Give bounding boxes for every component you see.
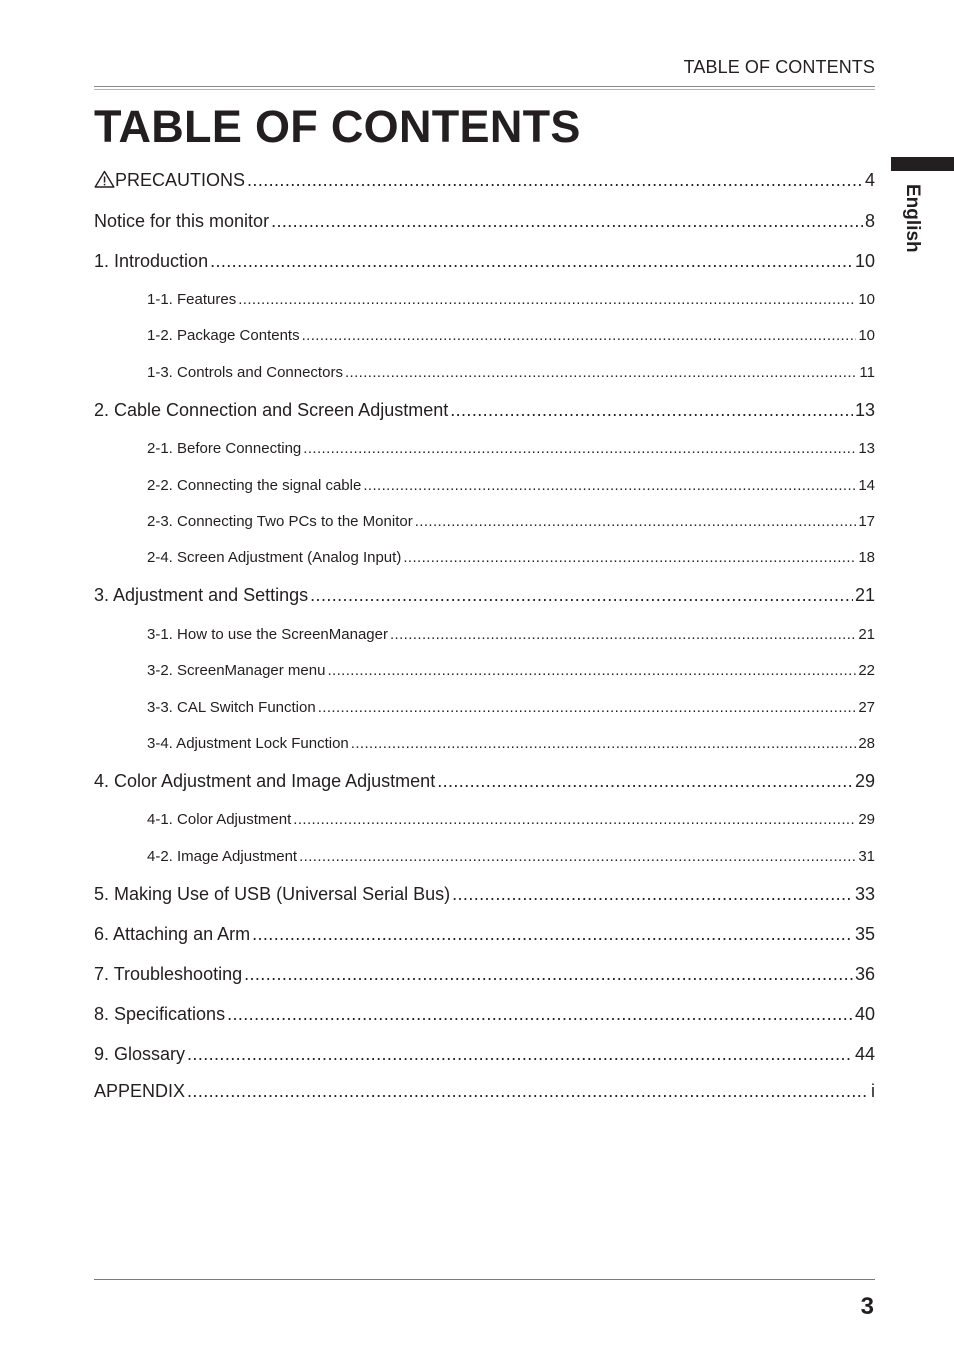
toc-page-number: 44: [854, 1044, 875, 1064]
dot-leader: [450, 400, 853, 421]
toc-subentry[interactable]: [147, 327, 875, 344]
toc-subentry[interactable]: [147, 440, 875, 457]
toc-entry[interactable]: [94, 1004, 875, 1025]
language-tab-label: English: [902, 184, 923, 253]
toc-page-number: 10: [858, 291, 875, 308]
toc-page-number: 4: [864, 170, 875, 190]
toc-page-number: 29: [858, 811, 875, 828]
dot-leader: [187, 1081, 869, 1102]
dot-leader: [403, 549, 856, 566]
dot-leader: [210, 251, 853, 272]
toc-entry-title: 4-2. Image Adjustment: [147, 848, 298, 865]
toc-entry-title: 1-1. Features: [147, 291, 237, 308]
toc-entry[interactable]: [94, 771, 875, 792]
language-tab-marker: [891, 157, 954, 171]
toc-entry-title: 2-2. Connecting the signal cable: [147, 477, 362, 494]
toc-entry-title: Notice for this monitor: [94, 211, 270, 231]
toc-subentry[interactable]: [147, 699, 875, 716]
toc-subentry[interactable]: [147, 735, 875, 752]
dot-leader: [271, 211, 863, 232]
toc-entry[interactable]: [94, 1081, 875, 1102]
toc-subentry[interactable]: [147, 626, 875, 643]
toc-entry-title: 3-1. How to use the ScreenManager: [147, 626, 388, 643]
dot-leader: [437, 771, 853, 792]
toc-subentry[interactable]: [147, 811, 875, 828]
warning-triangle-icon: [94, 170, 115, 188]
toc-entry-title: 4-1. Color Adjustment: [147, 811, 292, 828]
toc-page-number: 11: [859, 364, 875, 381]
toc-page-number: 13: [854, 400, 875, 420]
toc-entry[interactable]: [94, 585, 875, 606]
toc-page-number: 21: [858, 626, 875, 643]
page-number: 3: [860, 1293, 874, 1320]
toc-entry-title: 5. Making Use of USB (Universal Serial Bus): [94, 884, 451, 904]
dot-leader: [327, 662, 856, 679]
toc-entry-title: 2. Cable Connection and Screen Adjustment: [94, 400, 449, 420]
toc-entry-title: 3-3. CAL Switch Function: [147, 699, 316, 716]
toc-entry-title: 6. Attaching an Arm: [94, 924, 251, 944]
toc-page-number: 35: [854, 924, 875, 944]
toc-entry-title: 3-4. Adjustment Lock Function: [147, 735, 349, 752]
toc-page-number: i: [871, 1081, 875, 1101]
dot-leader: [302, 327, 857, 344]
dot-leader: [415, 513, 857, 530]
toc-page-number: 36: [854, 964, 875, 984]
footer-rule: [94, 1279, 875, 1280]
toc-page-number: 29: [854, 771, 875, 791]
dot-leader: [227, 1004, 853, 1025]
toc-page-number: 13: [858, 440, 875, 457]
toc-page-number: 10: [858, 327, 875, 344]
toc-entry[interactable]: [94, 964, 875, 985]
toc-subentry[interactable]: [147, 364, 875, 381]
toc-entry-title: 4. Color Adjustment and Image Adjustment: [94, 771, 436, 791]
toc-entry-title: 1. Introduction: [94, 251, 209, 271]
toc-entry-title: 3-2. ScreenManager menu: [147, 662, 326, 679]
toc-page-number: 40: [854, 1004, 875, 1024]
toc-entry[interactable]: [94, 170, 875, 191]
toc-subentry[interactable]: [147, 549, 875, 566]
dot-leader: [390, 626, 856, 643]
toc-entry[interactable]: [94, 211, 875, 232]
toc-entry[interactable]: [94, 251, 875, 272]
dot-leader: [310, 585, 853, 606]
toc-page-number: 17: [858, 513, 875, 530]
dot-leader: [299, 848, 856, 865]
toc-subentry[interactable]: [147, 662, 875, 679]
toc-subentry[interactable]: [147, 848, 875, 865]
toc-entry-title: 8. Specifications: [94, 1004, 226, 1024]
toc-page-number: 27: [858, 699, 875, 716]
dot-leader: [318, 699, 857, 716]
toc-page-number: 28: [858, 735, 875, 752]
toc-entry-title: 7. Troubleshooting: [94, 964, 243, 984]
header-rule: [94, 86, 875, 90]
dot-leader: [252, 924, 853, 945]
dot-leader: [244, 964, 853, 985]
dot-leader: [345, 364, 857, 381]
dot-leader: [247, 170, 863, 191]
toc-subentry[interactable]: [147, 291, 875, 308]
toc-entry-title: 9. Glossary: [94, 1044, 186, 1064]
dot-leader: [238, 291, 856, 308]
dot-leader: [363, 477, 856, 494]
toc-subentry[interactable]: [147, 477, 875, 494]
toc-page-number: 21: [854, 585, 875, 605]
dot-leader: [187, 1044, 853, 1065]
running-header: TABLE OF CONTENTS: [683, 57, 875, 77]
toc-entry[interactable]: [94, 924, 875, 945]
toc-entry-title: 3. Adjustment and Settings: [94, 585, 309, 605]
toc-page-number: 31: [858, 848, 875, 865]
dot-leader: [351, 735, 857, 752]
toc-subentry[interactable]: [147, 513, 875, 530]
dot-leader: [303, 440, 856, 457]
toc-page-number: 14: [858, 477, 875, 494]
toc-entry-title: 1-2. Package Contents: [147, 327, 300, 344]
dot-leader: [293, 811, 856, 828]
page-title: TABLE OF CONTENTS: [94, 101, 581, 152]
dot-leader: [452, 884, 853, 905]
toc-entry-title: 2-1. Before Connecting: [147, 440, 302, 457]
toc-entry[interactable]: [94, 400, 875, 421]
toc-entry[interactable]: [94, 884, 875, 905]
toc-entry-title: 2-4. Screen Adjustment (Analog Input): [147, 549, 402, 566]
toc-page-number: 33: [854, 884, 875, 904]
toc-page-number: 10: [854, 251, 875, 271]
toc-entry-title: 2-3. Connecting Two PCs to the Monitor: [147, 513, 413, 530]
toc-entry-text: PRECAUTIONS: [115, 170, 246, 190]
toc-page-number: 18: [858, 549, 875, 566]
toc-page-number: 22: [858, 662, 875, 679]
toc-page-number: 8: [864, 211, 875, 231]
toc-entry-title: [94, 170, 245, 191]
toc-entry[interactable]: [94, 1044, 875, 1065]
toc-entry-title: APPENDIX: [94, 1081, 186, 1101]
toc-entry-title: 1-3. Controls and Connectors: [147, 364, 343, 381]
